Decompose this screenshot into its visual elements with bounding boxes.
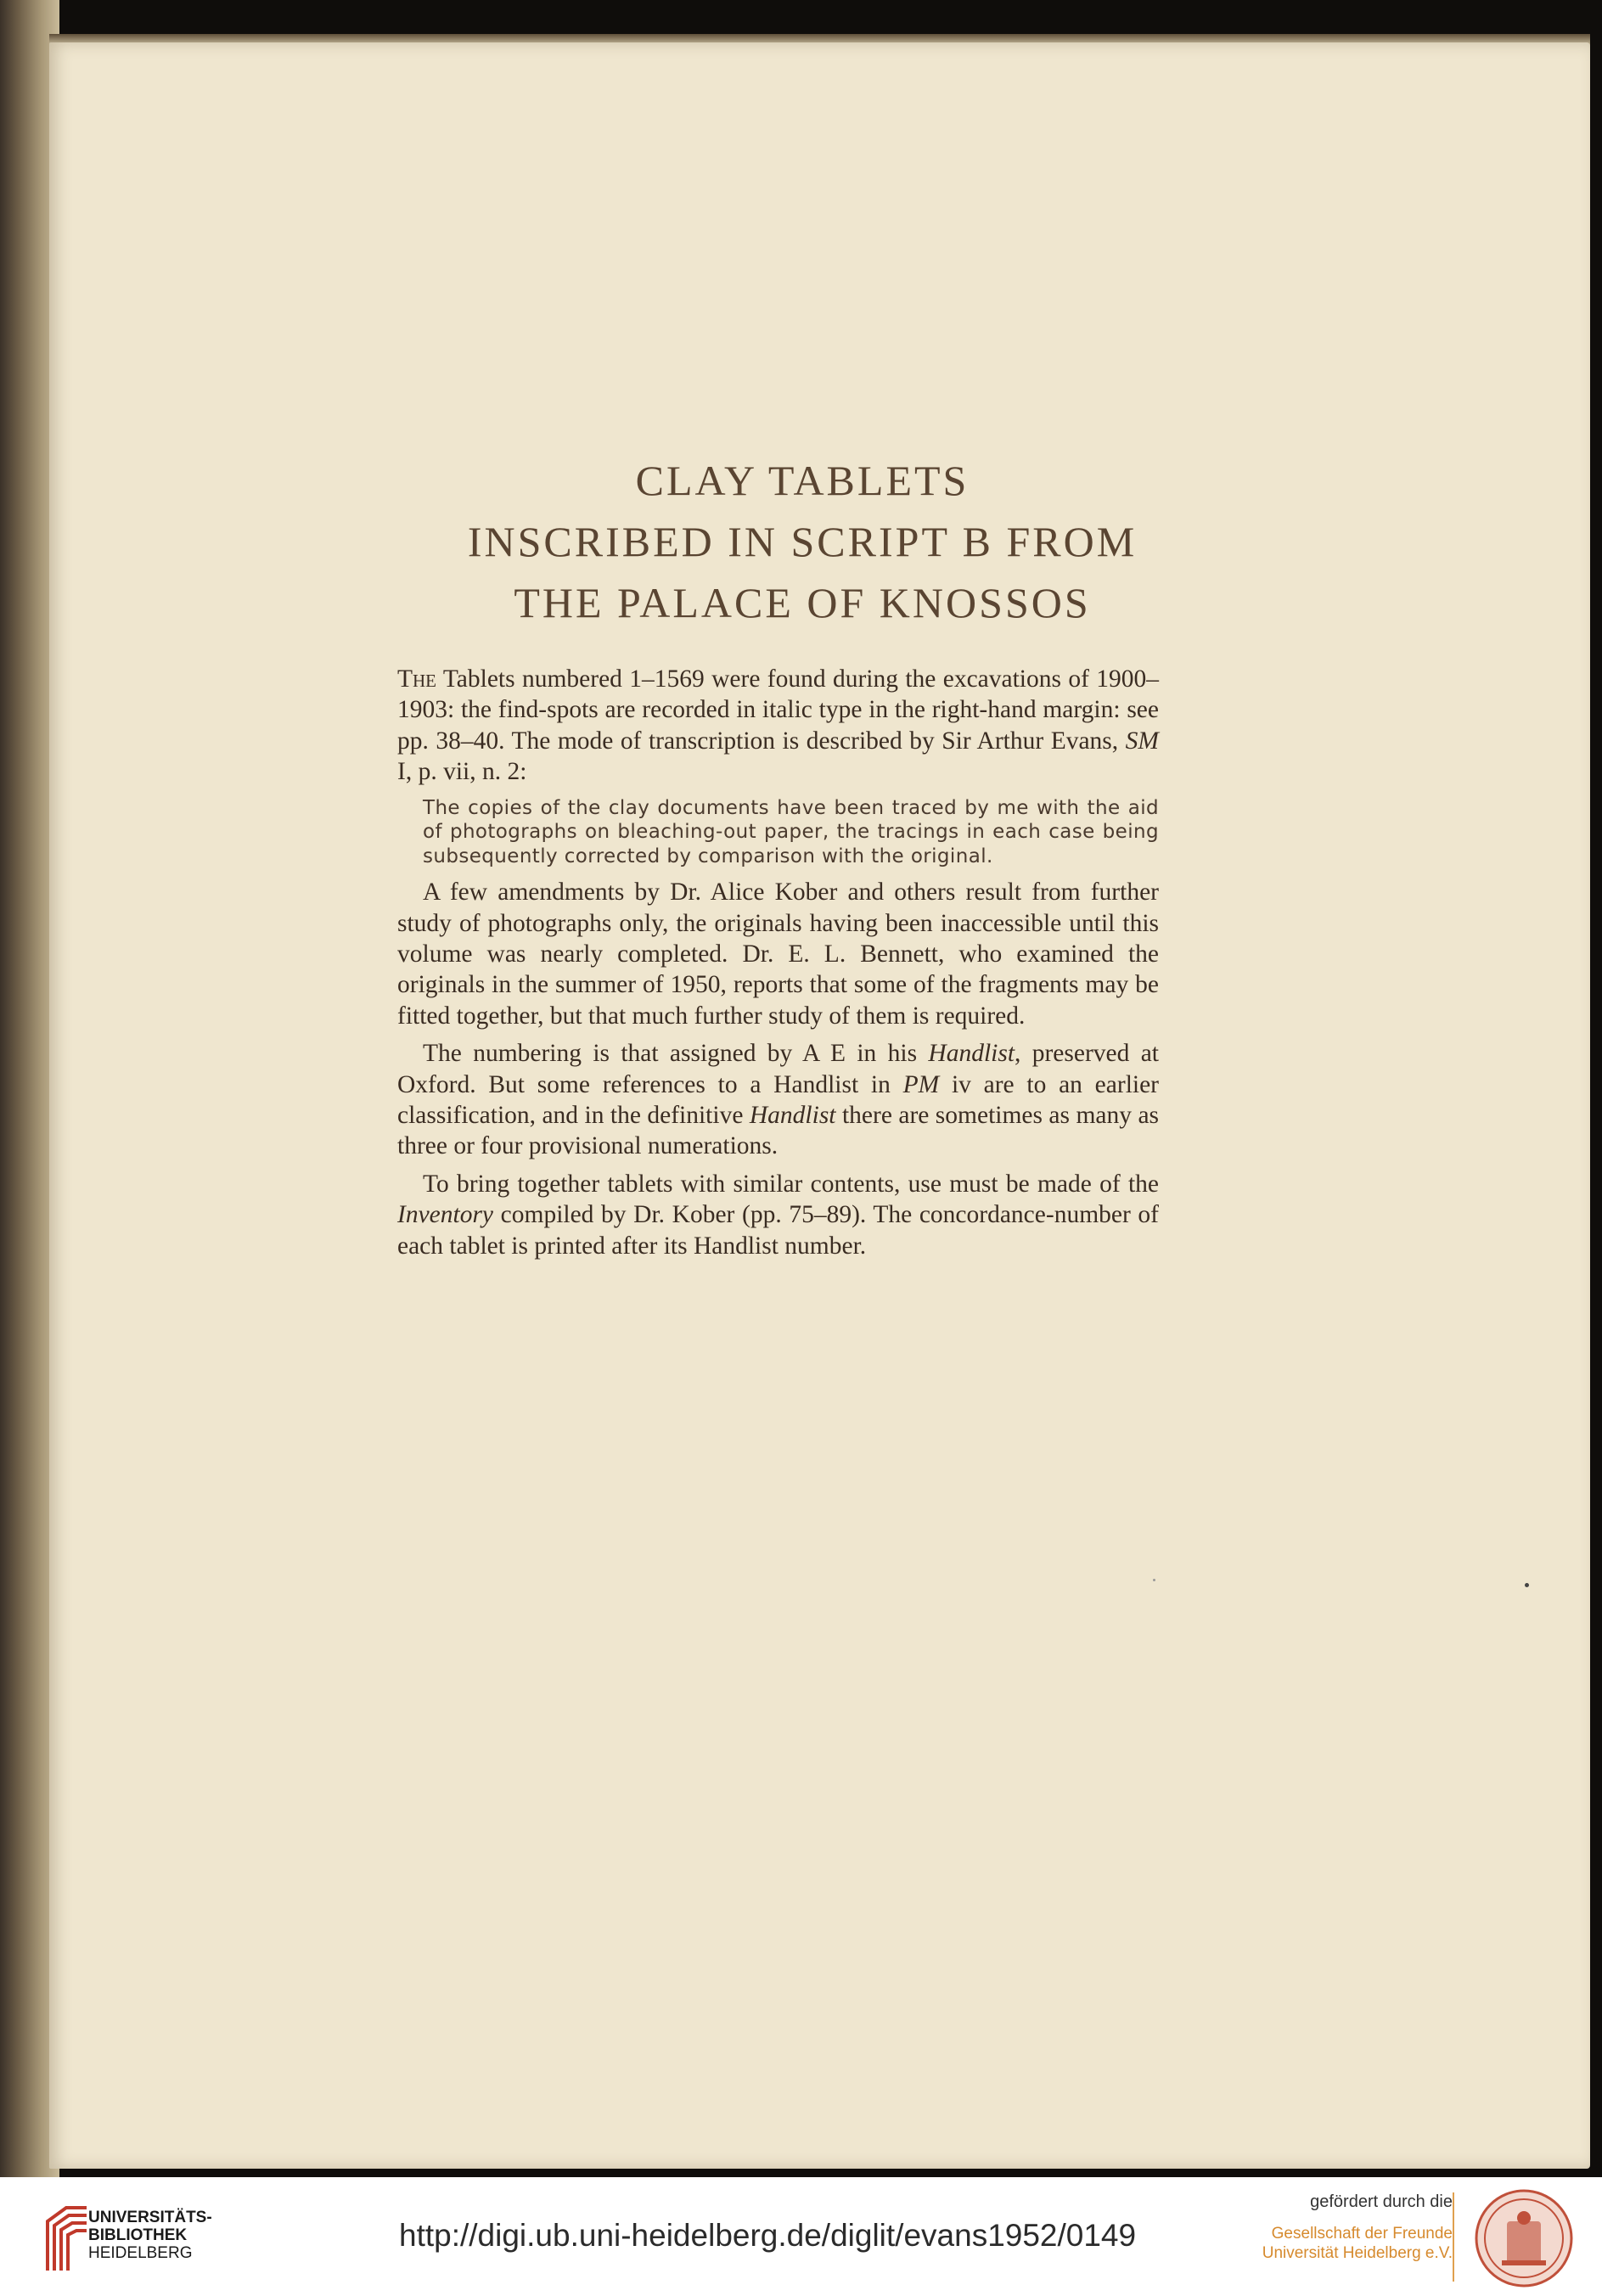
paragraph-3: [397, 1038, 1159, 1162]
handlist-ref-2: Handlist: [749, 1101, 836, 1129]
paragraph-3-c: iv are to an earlier classification, and in the definitive: [397, 1070, 1159, 1129]
sponsor-line-2: Universität Heidelberg e.V.: [1262, 2244, 1453, 2262]
body-text: [397, 664, 1159, 1261]
library-line-1: UNIVERSITÄTS-: [88, 2209, 212, 2226]
block-quote: The copies of the clay documents have been traced by me with the aid of photographs on bleaching-out paper, the tracings in each case being subsequently corrected by comparison with the original.: [423, 796, 1159, 867]
title-line-1: CLAY TABLETS: [635, 457, 970, 504]
speck-mark: [1153, 1579, 1155, 1581]
paragraph-3-d: there are sometimes as many as three or four provisional numerations.: [397, 1101, 1160, 1160]
library-line-3: HEIDELBERG: [88, 2244, 193, 2262]
inventory-ref: Inventory: [397, 1201, 494, 1229]
paragraph-4: [397, 1169, 1159, 1261]
paragraph-3-b: , preserved at Oxford. But some references to a Handlist in: [397, 1040, 1159, 1098]
paragraph-4-a: To bring together tablets with similar contents, use must be made of the: [423, 1170, 1159, 1198]
paragraph-1-end: I, p. vii, n. 2:: [397, 758, 527, 786]
sponsor-line-1: Gesellschaft der Freunde: [1271, 2225, 1453, 2243]
paragraph-3-a: The numbering is that assigned by A E in his: [423, 1040, 918, 1068]
sponsor-block[interactable]: [1232, 2192, 1453, 2263]
paragraph-1: [397, 664, 1159, 788]
speck-mark: [1525, 1583, 1529, 1587]
permalink-url[interactable]: http://digi.ub.uni-heidelberg.de/diglit/evans1952/0149: [399, 2218, 1137, 2253]
library-line-2: BIBLIOTHEK: [88, 2226, 188, 2244]
pm-abbrev: PM: [902, 1070, 940, 1098]
university-seal-icon: [1473, 2187, 1575, 2289]
sm-abbrev: SM: [1125, 727, 1159, 755]
sponsor-divider: [1453, 2192, 1454, 2282]
page-title: [314, 450, 1290, 633]
library-name[interactable]: [88, 2209, 212, 2262]
footer-bar: [0, 2177, 1602, 2296]
paragraph-2: A few amendments by Dr. Alice Kober and others result from further study of photographs only, the originals having been inaccessible until this volume was nearly completed. Dr. E. L. Bennett, who examined the originals in the summer of 1950, reports that some of the fragments may be fitted together, but that much further study of them is required.: [397, 879, 1159, 1030]
paragraph-4-b: compiled by Dr. Kober (pp. 75–89). The concordance-number of each tablet is printed after its Handlist number.: [397, 1201, 1160, 1260]
university-library-logo-icon[interactable]: [41, 2203, 90, 2274]
title-line-2: INSCRIBED IN SCRIPT B FROM: [467, 518, 1138, 565]
lead-word: The: [397, 665, 437, 693]
paragraph-1-text: Tablets numbered 1–1569 were found during the excavations of 1900–1903: the find-spots are recorded in italic type in the right-hand margin: see pp. 38–40. The mode of transcription is described by Sir Arthur Evans,: [397, 665, 1160, 755]
handlist-ref-1: Handlist: [928, 1040, 1015, 1068]
title-line-3: THE PALACE OF KNOSSOS: [514, 579, 1091, 626]
sponsor-intro: gefördert durch die: [1310, 2192, 1453, 2211]
